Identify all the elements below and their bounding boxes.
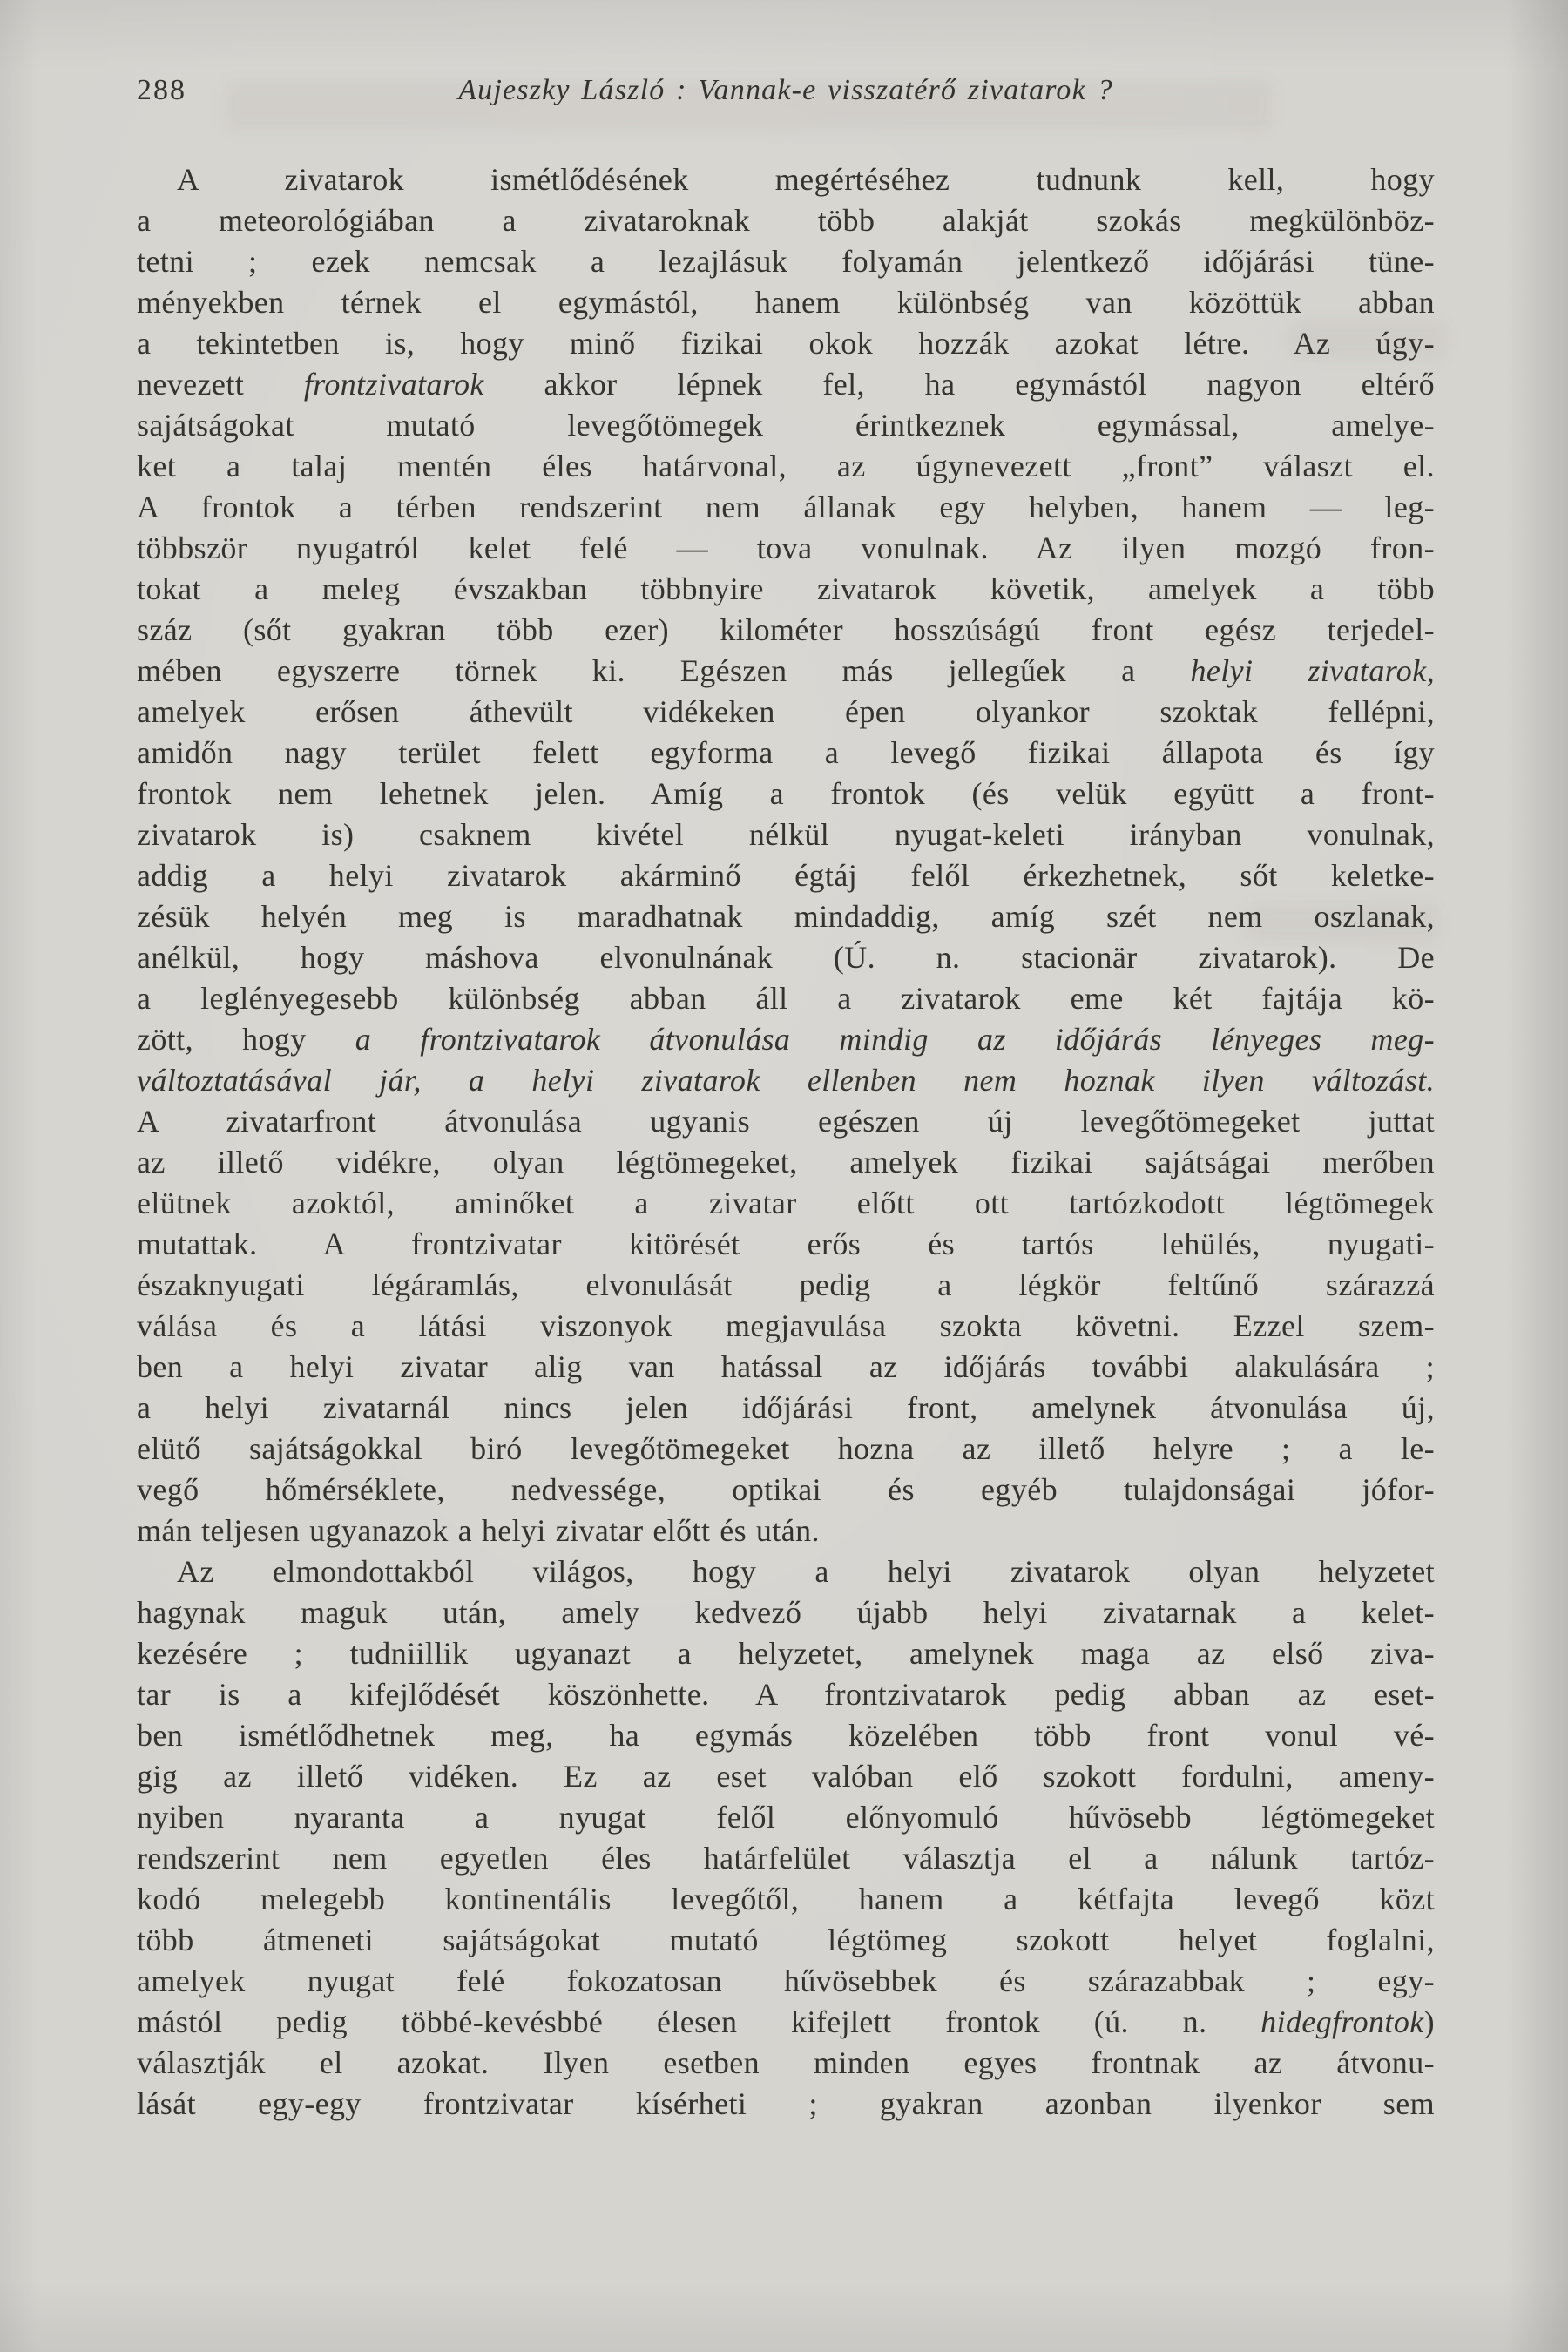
text-segment: ben a helyi zivatar alig van hatással az időjárás további alakulására ; <box>137 1349 1435 1384</box>
page-number: 288 <box>137 74 186 106</box>
text-line <box>137 1470 1435 1511</box>
text-segment: elütnek azoktól, aminőket a zivatar előtt ott tartózkodott légtömegek <box>137 1186 1435 1220</box>
text-segment: északnyugati légáramlás, elvonulását pedig a légkör feltűnő szárazzá <box>137 1267 1435 1302</box>
paragraph <box>137 1551 1435 2125</box>
text-line <box>137 241 1435 282</box>
text-line <box>137 1224 1435 1265</box>
text-segment: gig az illető vidéken. Ez az eset valóban elő szokott fordulni, ameny- <box>137 1759 1435 1794</box>
running-header <box>137 71 1435 115</box>
text-segment: nevezett <box>137 367 304 402</box>
text-segment: kezésére ; tudniillik ugyanazt a helyzetet, amelynek maga az első ziva- <box>137 1636 1435 1671</box>
text-line <box>137 1388 1435 1429</box>
text-segment: zivatarok is) csaknem kivétel nélkül nyugat-keleti irányban vonulnak, <box>137 817 1435 852</box>
text-line <box>137 1715 1435 1756</box>
text-line <box>137 896 1435 937</box>
text-segment: elütő sajátságokkal biró levegőtömegeket hozna az illető helyre ; a le- <box>137 1431 1435 1466</box>
text-line <box>137 364 1435 405</box>
text-line <box>137 1592 1435 1633</box>
text-segment: akkor lépnek fel, ha egymástól nagyon eltérő <box>483 367 1435 402</box>
text-segment: vegő hőmérséklete, nedvessége, optikai és egyéb tulajdonságai jófor- <box>137 1472 1435 1507</box>
text-line <box>137 200 1435 241</box>
text-segment: a leglényegesebb különbség abban áll a zivatarok eme két fajtája kö- <box>137 981 1435 1016</box>
text-segment: ket a talaj mentén éles határvonal, az úgynevezett „front” választ el. <box>137 449 1435 483</box>
text-segment: mében egyszerre törnek ki. Egészen más jellegűek a <box>137 653 1191 688</box>
text-line <box>137 1183 1435 1224</box>
text-line <box>137 1551 1435 1592</box>
text-line <box>137 1879 1435 1920</box>
text-line <box>137 282 1435 323</box>
text-segment: száz (sőt gyakran több ezer) kilométer hosszúságú front egész terjedel- <box>137 612 1435 647</box>
text-segment: válása és a látási viszonyok megjavulása szokta követni. Ezzel szem- <box>137 1308 1435 1343</box>
text-line <box>137 159 1435 200</box>
text-segment: az illető vidékre, olyan légtömegeket, amelyek fizikai sajátságai merőben <box>137 1145 1435 1179</box>
text-line <box>137 569 1435 610</box>
text-line <box>137 692 1435 733</box>
text-segment: lását egy-egy frontzivatar kísérheti ; gyakran azonban ilyenkor sem <box>137 2086 1435 2121</box>
text-line <box>137 1674 1435 1715</box>
text-segment: mástól pedig többé-kevésbbé élesen kifejlett frontok (ú. n. <box>137 2004 1261 2039</box>
text-line <box>137 1019 1435 1060</box>
text-segment: amelyek erősen áthevült vidékeken épen olyankor szoktak fellépni, <box>137 694 1435 729</box>
text-line <box>137 323 1435 364</box>
text-line <box>137 2002 1435 2043</box>
text-segment: a meteorológiában a zivataroknak több alakját szokás megkülönböz- <box>137 203 1435 238</box>
text-line <box>137 1511 1435 1551</box>
text-line <box>137 1797 1435 1838</box>
text-segment: választják el azokat. Ilyen esetben minden egyes frontnak az átvonu- <box>137 2045 1435 2080</box>
text-line <box>137 733 1435 774</box>
text-line <box>137 774 1435 814</box>
text-segment: zött, hogy <box>137 1022 355 1057</box>
text-line <box>137 1756 1435 1797</box>
text-line <box>137 446 1435 487</box>
text-segment: anélkül, hogy máshova elvonulnának (Ú. n. stacionär zivatarok). De <box>137 940 1435 975</box>
text-line <box>137 1920 1435 1961</box>
text-line <box>137 528 1435 569</box>
text-line <box>137 1142 1435 1183</box>
text-segment: a helyi zivatarnál nincs jelen időjárási front, amelynek átvonulása új, <box>137 1390 1435 1425</box>
text-line <box>137 1306 1435 1347</box>
text-line <box>137 651 1435 692</box>
text-segment: rendszerint nem egyetlen éles határfelület választja el a nálunk tartóz- <box>137 1841 1435 1876</box>
italic-text-segment: frontzivatarok <box>303 367 484 402</box>
text-line <box>137 1101 1435 1142</box>
text-segment: tokat a meleg évszakban többnyire zivatarok követik, amelyek a több <box>137 571 1435 606</box>
text-segment: többször nyugatról kelet felé — tova vonulnak. Az ilyen mozgó fron- <box>137 531 1435 565</box>
text-segment: amidőn nagy terület felett egyforma a levegő fizikai állapota és így <box>137 735 1435 770</box>
text-line <box>137 1838 1435 1879</box>
text-line <box>137 1060 1435 1101</box>
text-segment: A zivatarfront átvonulása ugyanis egészen új levegőtömegeket juttat <box>137 1104 1435 1139</box>
text-segment: ben ismétlődhetnek meg, ha egymás közelében több front vonul vé- <box>137 1718 1435 1753</box>
text-segment: ményekben térnek el egymástól, hanem különbség van közöttük abban <box>137 285 1435 320</box>
text-segment: addig a helyi zivatarok akárminő égtáj felől érkezhetnek, sőt keletke- <box>137 858 1435 893</box>
text-segment: hagynak maguk után, amely kedvező újabb helyi zivatarnak a kelet- <box>137 1595 1435 1630</box>
text-segment: a tekintetben is, hogy minő fizikai okok hozzák azokat létre. Az úgy- <box>137 326 1435 361</box>
text-line <box>137 978 1435 1019</box>
text-segment: mutattak. A frontzivatar kitörését erős és tartós lehülés, nyugati- <box>137 1227 1435 1261</box>
text-segment: ) <box>1423 2004 1435 2039</box>
text-segment: A frontok a térben rendszerint nem állanak egy helyben, hanem — leg- <box>137 490 1435 524</box>
text-segment: kodó melegebb kontinentális levegőtől, hanem a kétfajta levegő közt <box>137 1882 1435 1916</box>
running-title: Aujeszky László : Vannak-e visszatérő zivatarok ? <box>458 74 1113 106</box>
italic-text-segment: helyi zivatarok, <box>1190 653 1435 688</box>
text-line <box>137 1347 1435 1388</box>
text-line <box>137 2084 1435 2125</box>
paragraph <box>137 159 1435 1551</box>
text-line <box>137 937 1435 978</box>
text-segment: több átmeneti sajátságokat mutató légtömeg szokott helyet foglalni, <box>137 1923 1435 1957</box>
text-line <box>137 814 1435 855</box>
text-segment: frontok nem lehetnek jelen. Amíg a frontok (és velük együtt a front- <box>137 776 1435 811</box>
text-line <box>137 487 1435 528</box>
text-line <box>137 1961 1435 2002</box>
text-segment: mán teljesen ugyanazok a helyi zivatar előtt és után. <box>137 1513 820 1548</box>
text-line <box>137 1265 1435 1306</box>
text-segment: tetni ; ezek nemcsak a lezajlásuk folyamán jelentkező időjárási tüne- <box>137 244 1435 279</box>
text-line <box>137 1633 1435 1674</box>
text-line <box>137 610 1435 651</box>
italic-text-segment: változtatásával jár, a helyi zivatarok ellenben nem hoznak ilyen változást. <box>137 1063 1435 1098</box>
italic-text-segment: hidegfrontok <box>1260 2004 1424 2039</box>
text-segment: Az elmondottakból világos, hogy a helyi zivatarok olyan helyzetet <box>177 1554 1435 1589</box>
text-segment: sajátságokat mutató levegőtömegek érintkeznek egymással, amelye- <box>137 408 1435 443</box>
italic-text-segment: a frontzivatarok átvonulása mindig az időjárás lényeges meg- <box>355 1022 1435 1057</box>
text-line <box>137 855 1435 896</box>
text-line <box>137 1429 1435 1470</box>
text-segment: tar is a kifejlődését köszönhette. A frontzivatarok pedig abban az eset- <box>137 1677 1435 1712</box>
text-line <box>137 405 1435 446</box>
text-segment: amelyek nyugat felé fokozatosan hűvösebbek és szárazabbak ; egy- <box>137 1963 1435 1998</box>
text-line <box>137 2043 1435 2084</box>
page-body <box>137 159 1435 2125</box>
text-segment: A zivatarok ismétlődésének megértéséhez tudnunk kell, hogy <box>177 162 1435 197</box>
text-segment: zésük helyén meg is maradhatnak mindaddig, amíg szét nem oszlanak, <box>137 899 1435 934</box>
text-segment: nyiben nyaranta a nyugat felől előnyomuló hűvösebb légtömegeket <box>137 1800 1435 1835</box>
